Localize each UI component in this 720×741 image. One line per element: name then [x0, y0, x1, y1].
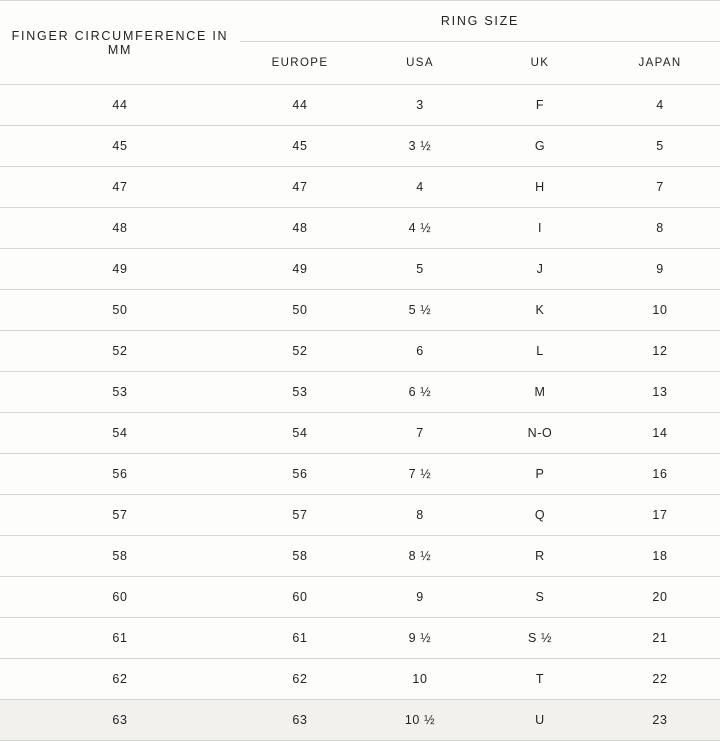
cell-japan: 14	[600, 413, 720, 454]
cell-japan: 21	[600, 618, 720, 659]
cell-usa: 8 ½	[360, 536, 480, 577]
cell-mm: 61	[0, 618, 240, 659]
cell-usa: 6 ½	[360, 372, 480, 413]
cell-japan: 16	[600, 454, 720, 495]
cell-usa: 8	[360, 495, 480, 536]
cell-europe: 57	[240, 495, 360, 536]
cell-uk: S	[480, 577, 600, 618]
cell-uk: N-O	[480, 413, 600, 454]
cell-uk: J	[480, 249, 600, 290]
cell-europe: 44	[240, 85, 360, 126]
cell-japan: 13	[600, 372, 720, 413]
cell-mm: 52	[0, 331, 240, 372]
cell-japan: 17	[600, 495, 720, 536]
cell-europe: 53	[240, 372, 360, 413]
cell-japan: 4	[600, 85, 720, 126]
cell-uk: T	[480, 659, 600, 700]
header-finger-circumference: FINGER CIRCUMFERENCE IN MM	[0, 1, 240, 85]
cell-usa: 4	[360, 167, 480, 208]
cell-mm: 56	[0, 454, 240, 495]
cell-usa: 4 ½	[360, 208, 480, 249]
cell-uk: S ½	[480, 618, 600, 659]
table-row	[0, 208, 720, 249]
cell-uk: H	[480, 167, 600, 208]
header-ring-size: RING SIZE	[240, 1, 720, 42]
cell-uk: M	[480, 372, 600, 413]
header-column-europe: EUROPE	[240, 42, 360, 85]
cell-usa: 3 ½	[360, 126, 480, 167]
cell-usa: 9 ½	[360, 618, 480, 659]
table-row	[0, 126, 720, 167]
cell-mm: 47	[0, 167, 240, 208]
table-row	[0, 700, 720, 741]
cell-uk: P	[480, 454, 600, 495]
cell-japan: 23	[600, 700, 720, 741]
cell-usa: 10 ½	[360, 700, 480, 741]
cell-europe: 54	[240, 413, 360, 454]
cell-uk: K	[480, 290, 600, 331]
cell-uk: R	[480, 536, 600, 577]
cell-japan: 10	[600, 290, 720, 331]
cell-usa: 9	[360, 577, 480, 618]
cell-mm: 58	[0, 536, 240, 577]
cell-europe: 48	[240, 208, 360, 249]
cell-uk: G	[480, 126, 600, 167]
cell-europe: 50	[240, 290, 360, 331]
cell-europe: 63	[240, 700, 360, 741]
table-row	[0, 331, 720, 372]
cell-usa: 3	[360, 85, 480, 126]
table-row	[0, 290, 720, 331]
cell-usa: 7	[360, 413, 480, 454]
cell-mm: 57	[0, 495, 240, 536]
cell-europe: 49	[240, 249, 360, 290]
cell-uk: L	[480, 331, 600, 372]
cell-uk: I	[480, 208, 600, 249]
cell-mm: 54	[0, 413, 240, 454]
cell-usa: 5 ½	[360, 290, 480, 331]
cell-japan: 7	[600, 167, 720, 208]
cell-mm: 62	[0, 659, 240, 700]
cell-japan: 22	[600, 659, 720, 700]
cell-japan: 12	[600, 331, 720, 372]
cell-usa: 10	[360, 659, 480, 700]
table-row	[0, 618, 720, 659]
cell-japan: 20	[600, 577, 720, 618]
cell-japan: 9	[600, 249, 720, 290]
cell-europe: 60	[240, 577, 360, 618]
table-row	[0, 372, 720, 413]
cell-mm: 45	[0, 126, 240, 167]
cell-mm: 50	[0, 290, 240, 331]
cell-europe: 52	[240, 331, 360, 372]
cell-europe: 56	[240, 454, 360, 495]
cell-europe: 62	[240, 659, 360, 700]
cell-japan: 8	[600, 208, 720, 249]
table-row	[0, 454, 720, 495]
cell-europe: 58	[240, 536, 360, 577]
cell-japan: 18	[600, 536, 720, 577]
table-row	[0, 536, 720, 577]
cell-uk: Q	[480, 495, 600, 536]
cell-europe: 45	[240, 126, 360, 167]
cell-usa: 6	[360, 331, 480, 372]
header-column-uk: UK	[480, 42, 600, 85]
cell-mm: 63	[0, 700, 240, 741]
table-row	[0, 659, 720, 700]
table-row	[0, 495, 720, 536]
table-row	[0, 413, 720, 454]
cell-europe: 61	[240, 618, 360, 659]
cell-uk: F	[480, 85, 600, 126]
cell-uk: U	[480, 700, 600, 741]
table-row	[0, 249, 720, 290]
table-row	[0, 85, 720, 126]
header-column-japan: JAPAN	[600, 42, 720, 85]
cell-mm: 60	[0, 577, 240, 618]
cell-europe: 47	[240, 167, 360, 208]
table-row	[0, 577, 720, 618]
cell-usa: 7 ½	[360, 454, 480, 495]
cell-mm: 53	[0, 372, 240, 413]
cell-mm: 44	[0, 85, 240, 126]
cell-japan: 5	[600, 126, 720, 167]
cell-mm: 49	[0, 249, 240, 290]
cell-mm: 48	[0, 208, 240, 249]
header-column-usa: USA	[360, 42, 480, 85]
cell-usa: 5	[360, 249, 480, 290]
table-header-group-row	[0, 1, 720, 42]
table-row	[0, 167, 720, 208]
table-body	[0, 1, 720, 741]
